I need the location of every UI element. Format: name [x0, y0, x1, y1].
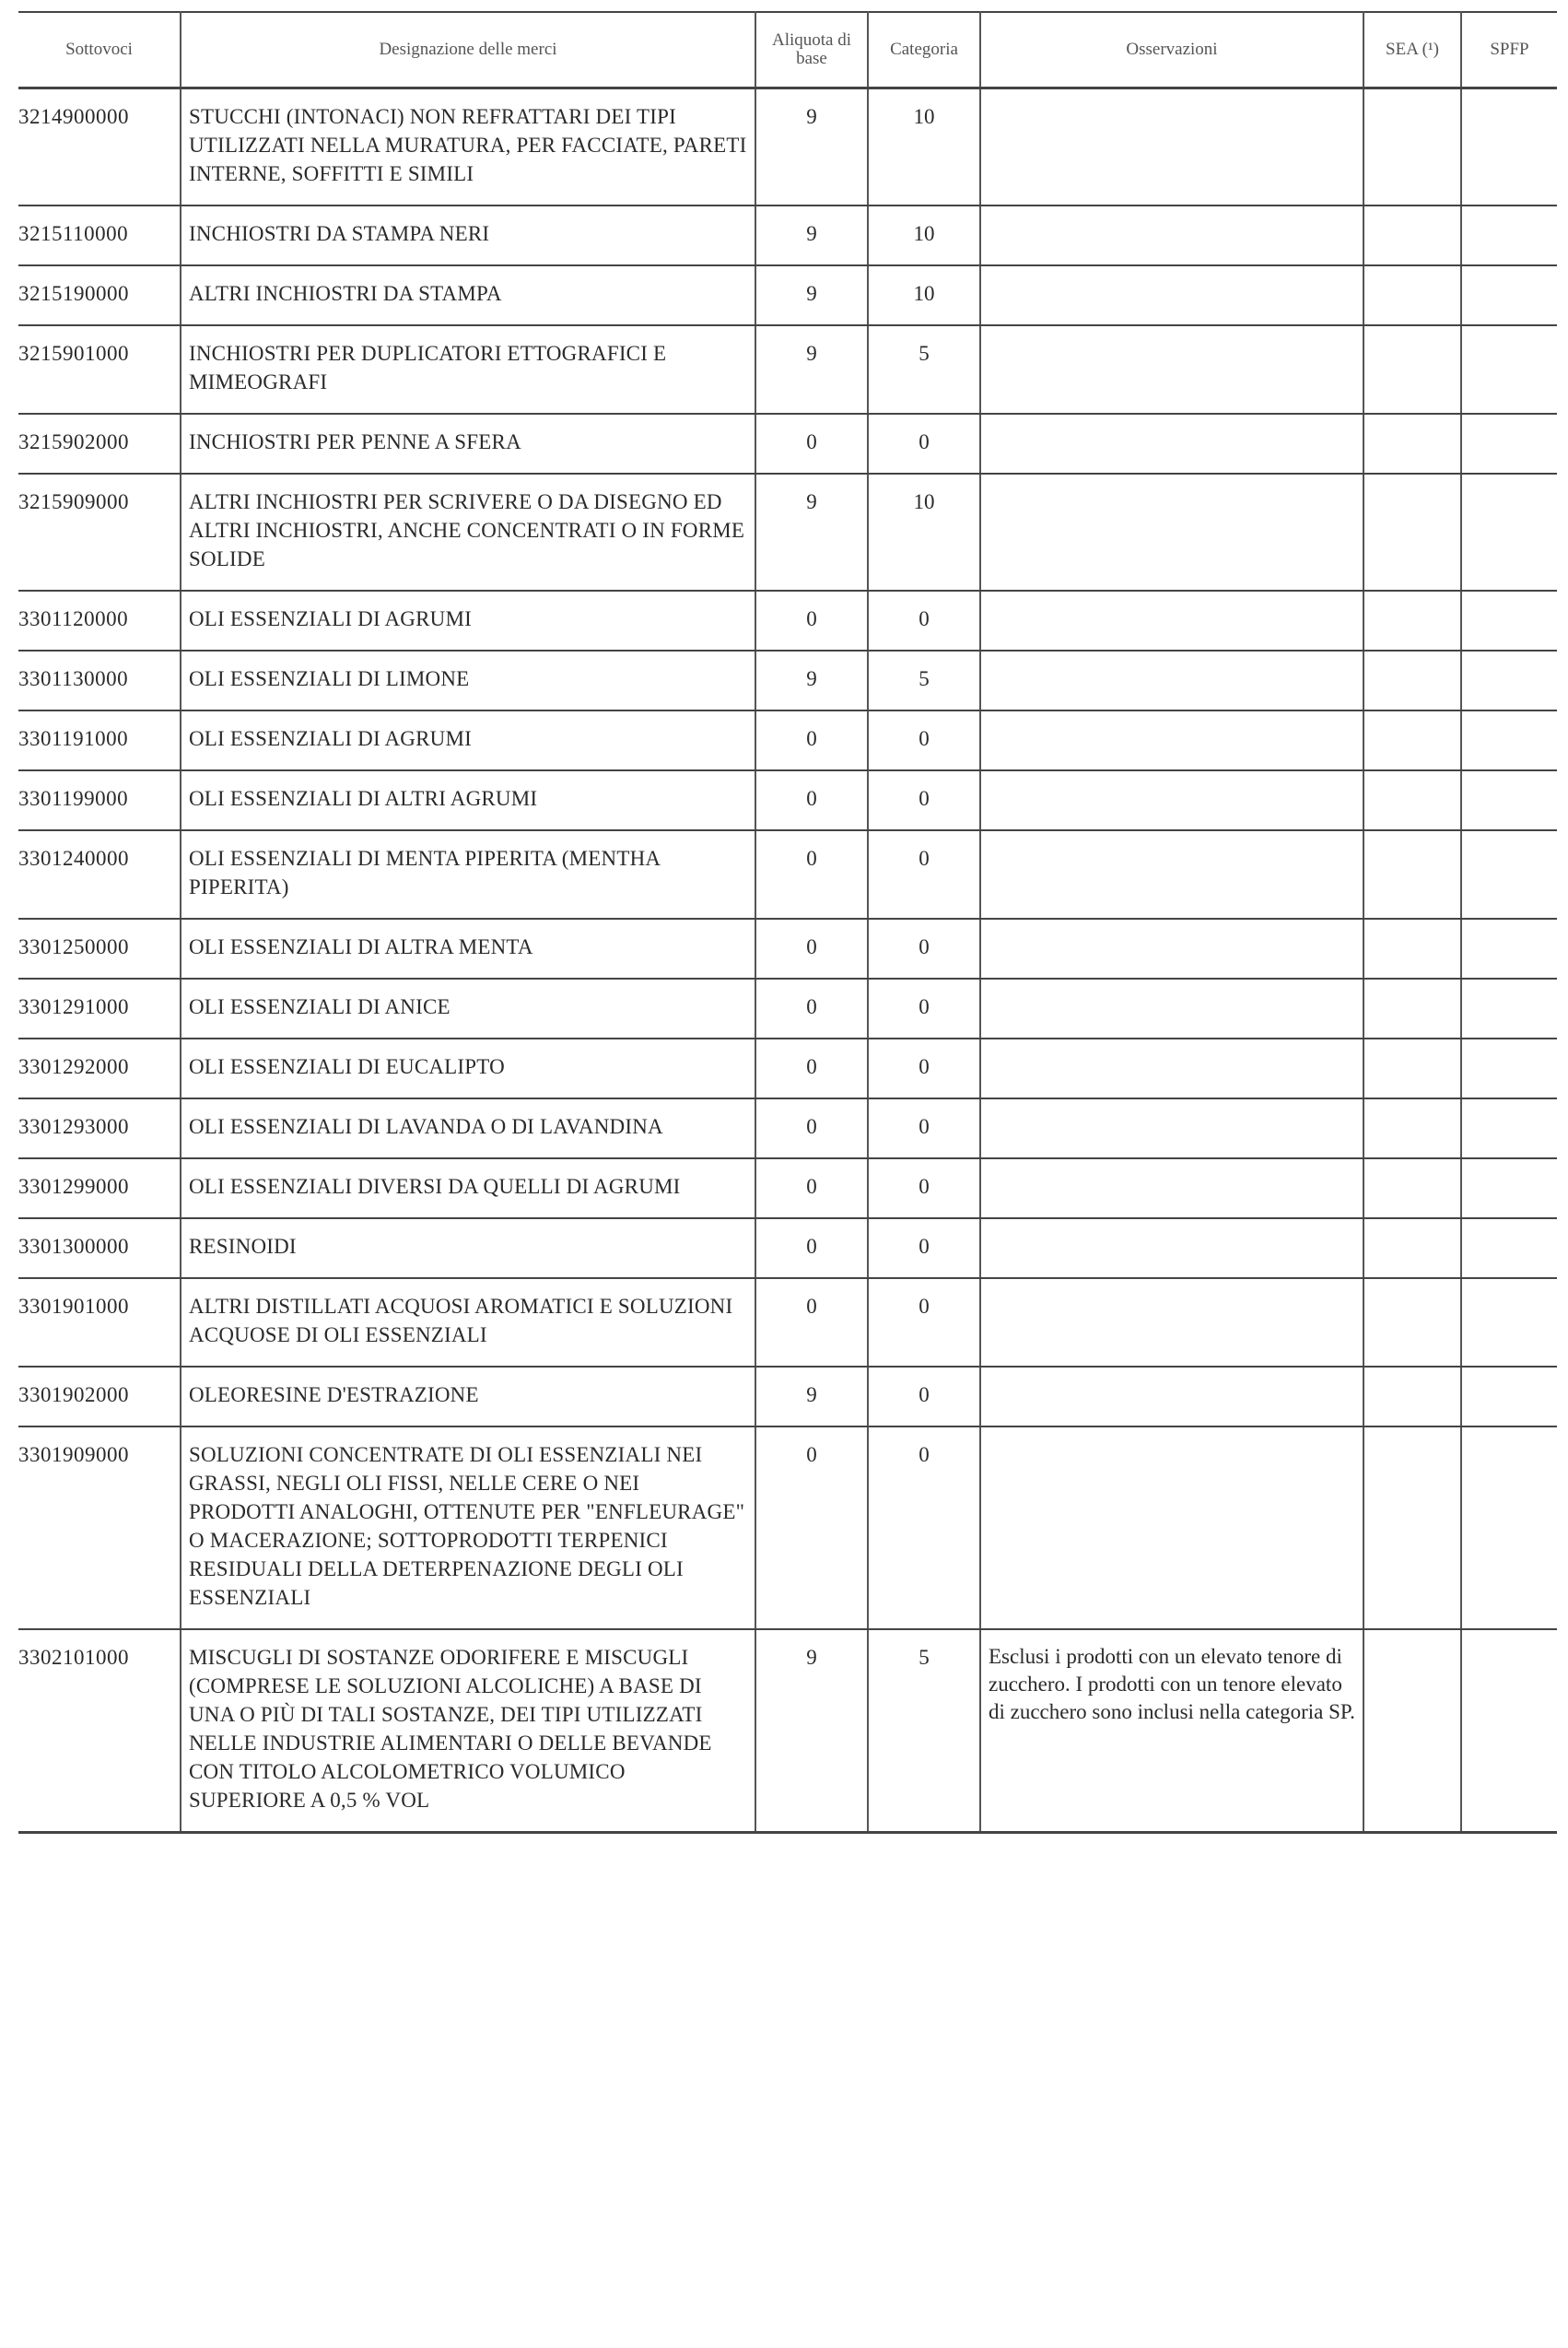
row-category: 0 [868, 830, 980, 919]
row-category: 0 [868, 1098, 980, 1158]
table-row [18, 1426, 1557, 1629]
row-category: 0 [868, 414, 980, 474]
row-remarks [980, 1098, 1363, 1158]
row-rate: 0 [755, 979, 868, 1039]
row-rate: 0 [755, 1098, 868, 1158]
row-sea [1363, 651, 1461, 710]
row-code: 3215901000 [18, 325, 181, 414]
header-description: Designazione delle merci [181, 12, 755, 88]
row-spfp [1461, 325, 1557, 414]
row-rate: 0 [755, 830, 868, 919]
row-description: INCHIOSTRI DA STAMPA NERI [181, 205, 755, 265]
row-rate: 0 [755, 591, 868, 651]
row-spfp [1461, 1098, 1557, 1158]
table-row [18, 919, 1557, 979]
row-spfp [1461, 1039, 1557, 1098]
row-code: 3301199000 [18, 770, 181, 830]
row-remarks: Esclusi i prodotti con un elevato tenore di zucchero. I prodotti con un tenore elevato di zucchero sono inclusi nella categoria SP. [980, 1629, 1363, 1833]
tariff-document [18, 11, 1557, 1834]
row-remarks [980, 710, 1363, 770]
row-rate: 0 [755, 710, 868, 770]
table-row [18, 1629, 1557, 1833]
row-description: INCHIOSTRI PER PENNE A SFERA [181, 414, 755, 474]
table-row [18, 1039, 1557, 1098]
table-row [18, 830, 1557, 919]
row-rate: 0 [755, 1039, 868, 1098]
row-spfp [1461, 830, 1557, 919]
row-spfp [1461, 919, 1557, 979]
row-sea [1363, 1629, 1461, 1833]
row-category: 0 [868, 770, 980, 830]
table-row [18, 88, 1557, 206]
row-category: 0 [868, 1426, 980, 1629]
row-category: 5 [868, 1629, 980, 1833]
row-code: 3301901000 [18, 1278, 181, 1367]
row-code: 3301902000 [18, 1367, 181, 1426]
table-row [18, 651, 1557, 710]
row-sea [1363, 265, 1461, 325]
row-rate: 0 [755, 1426, 868, 1629]
row-category: 0 [868, 1367, 980, 1426]
row-spfp [1461, 1158, 1557, 1218]
row-description: OLI ESSENZIALI DIVERSI DA QUELLI DI AGRUMI [181, 1158, 755, 1218]
row-remarks [980, 919, 1363, 979]
row-rate: 9 [755, 265, 868, 325]
table-row [18, 265, 1557, 325]
header-row [18, 12, 1557, 88]
row-code: 3301120000 [18, 591, 181, 651]
row-code: 3215190000 [18, 265, 181, 325]
header-remarks: Osservazioni [980, 12, 1363, 88]
table-row [18, 414, 1557, 474]
row-category: 0 [868, 1039, 980, 1098]
row-rate: 0 [755, 1218, 868, 1278]
row-description: SOLUZIONI CONCENTRATE DI OLI ESSENZIALI NEI GRASSI, NEGLI OLI FISSI, NELLE CERE O NEI PRODOTTI ANALOGHI, OTTENUTE PER "ENFLEURAGE" O MACERAZIONE; SOTTOPRODOTTI TERPENICI RESIDUALI DELLA DETERPENAZIONE DEGLI OLI ESSENZIALI [181, 1426, 755, 1629]
row-category: 0 [868, 979, 980, 1039]
row-code: 3301250000 [18, 919, 181, 979]
header-spfp: SPFP [1461, 12, 1557, 88]
row-code: 3301299000 [18, 1158, 181, 1218]
tariff-table [18, 11, 1557, 1834]
row-category: 5 [868, 651, 980, 710]
row-remarks [980, 1218, 1363, 1278]
row-remarks [980, 830, 1363, 919]
row-spfp [1461, 414, 1557, 474]
table-row [18, 205, 1557, 265]
row-description: OLI ESSENZIALI DI LAVANDA O DI LAVANDINA [181, 1098, 755, 1158]
row-description: OLI ESSENZIALI DI ALTRA MENTA [181, 919, 755, 979]
row-code: 3302101000 [18, 1629, 181, 1833]
row-spfp [1461, 88, 1557, 206]
row-category: 10 [868, 265, 980, 325]
row-remarks [980, 1039, 1363, 1098]
table-row [18, 1098, 1557, 1158]
row-description: OLI ESSENZIALI DI EUCALIPTO [181, 1039, 755, 1098]
row-spfp [1461, 710, 1557, 770]
header-category: Categoria [868, 12, 980, 88]
row-remarks [980, 979, 1363, 1039]
row-category: 0 [868, 1218, 980, 1278]
row-rate: 0 [755, 414, 868, 474]
row-description: RESINOIDI [181, 1218, 755, 1278]
row-sea [1363, 591, 1461, 651]
row-code: 3215909000 [18, 474, 181, 591]
header-rate: Aliquota di base [755, 12, 868, 88]
table-row [18, 710, 1557, 770]
row-rate: 9 [755, 651, 868, 710]
row-category: 0 [868, 1158, 980, 1218]
row-category: 0 [868, 919, 980, 979]
row-spfp [1461, 474, 1557, 591]
row-remarks [980, 1367, 1363, 1426]
row-sea [1363, 1218, 1461, 1278]
row-code: 3301292000 [18, 1039, 181, 1098]
row-description: OLI ESSENZIALI DI LIMONE [181, 651, 755, 710]
row-rate: 0 [755, 1278, 868, 1367]
row-spfp [1461, 770, 1557, 830]
row-sea [1363, 1367, 1461, 1426]
table-row [18, 979, 1557, 1039]
row-remarks [980, 88, 1363, 206]
row-category: 0 [868, 1278, 980, 1367]
row-remarks [980, 651, 1363, 710]
row-code: 3301293000 [18, 1098, 181, 1158]
table-row [18, 325, 1557, 414]
table-row [18, 1218, 1557, 1278]
row-sea [1363, 88, 1461, 206]
row-rate: 9 [755, 1629, 868, 1833]
row-description: OLI ESSENZIALI DI MENTA PIPERITA (MENTHA PIPERITA) [181, 830, 755, 919]
row-sea [1363, 1426, 1461, 1629]
row-spfp [1461, 265, 1557, 325]
row-sea [1363, 1278, 1461, 1367]
row-sea [1363, 325, 1461, 414]
row-sea [1363, 979, 1461, 1039]
row-sea [1363, 830, 1461, 919]
row-description: MISCUGLI DI SOSTANZE ODORIFERE E MISCUGLI (COMPRESE LE SOLUZIONI ALCOLICHE) A BASE DI UNA O PIÙ DI TALI SOSTANZE, DEI TIPI UTILIZZATI NELLE INDUSTRIE ALIMENTARI O DELLE BEVANDE CON TITOLO ALCOLOMETRICO VOLUMICO SUPERIORE A 0,5 % VOL [181, 1629, 755, 1833]
row-sea [1363, 710, 1461, 770]
row-code: 3301300000 [18, 1218, 181, 1278]
row-code: 3215902000 [18, 414, 181, 474]
row-spfp [1461, 1218, 1557, 1278]
row-remarks [980, 1158, 1363, 1218]
row-description: ALTRI DISTILLATI ACQUOSI AROMATICI E SOLUZIONI ACQUOSE DI OLI ESSENZIALI [181, 1278, 755, 1367]
table-row [18, 474, 1557, 591]
row-spfp [1461, 979, 1557, 1039]
row-sea [1363, 1098, 1461, 1158]
row-description: STUCCHI (INTONACI) NON REFRATTARI DEI TIPI UTILIZZATI NELLA MURATURA, PER FACCIATE, PARETI INTERNE, SOFFITTI E SIMILI [181, 88, 755, 206]
row-rate: 9 [755, 88, 868, 206]
row-remarks [980, 1426, 1363, 1629]
row-code: 3301191000 [18, 710, 181, 770]
row-category: 0 [868, 710, 980, 770]
row-code: 3215110000 [18, 205, 181, 265]
row-code: 3301130000 [18, 651, 181, 710]
row-description: OLI ESSENZIALI DI AGRUMI [181, 591, 755, 651]
table-row [18, 591, 1557, 651]
row-remarks [980, 474, 1363, 591]
row-category: 10 [868, 474, 980, 591]
row-description: OLI ESSENZIALI DI ALTRI AGRUMI [181, 770, 755, 830]
row-rate: 9 [755, 474, 868, 591]
row-spfp [1461, 651, 1557, 710]
row-code: 3214900000 [18, 88, 181, 206]
row-spfp [1461, 1426, 1557, 1629]
row-sea [1363, 414, 1461, 474]
table-row [18, 1158, 1557, 1218]
row-remarks [980, 1278, 1363, 1367]
row-rate: 0 [755, 1158, 868, 1218]
row-description: OLI ESSENZIALI DI AGRUMI [181, 710, 755, 770]
row-rate: 9 [755, 325, 868, 414]
row-sea [1363, 474, 1461, 591]
row-rate: 0 [755, 919, 868, 979]
row-spfp [1461, 591, 1557, 651]
row-remarks [980, 414, 1363, 474]
row-remarks [980, 325, 1363, 414]
row-sea [1363, 205, 1461, 265]
row-code: 3301909000 [18, 1426, 181, 1629]
row-remarks [980, 265, 1363, 325]
row-sea [1363, 1039, 1461, 1098]
row-description: OLEORESINE D'ESTRAZIONE [181, 1367, 755, 1426]
row-rate: 0 [755, 770, 868, 830]
row-spfp [1461, 1367, 1557, 1426]
row-category: 0 [868, 591, 980, 651]
row-code: 3301291000 [18, 979, 181, 1039]
row-spfp [1461, 1278, 1557, 1367]
row-category: 10 [868, 205, 980, 265]
row-sea [1363, 770, 1461, 830]
row-code: 3301240000 [18, 830, 181, 919]
row-description: ALTRI INCHIOSTRI PER SCRIVERE O DA DISEGNO ED ALTRI INCHIOSTRI, ANCHE CONCENTRATI O IN FORME SOLIDE [181, 474, 755, 591]
row-rate: 9 [755, 1367, 868, 1426]
header-sea: SEA (¹) [1363, 12, 1461, 88]
row-remarks [980, 205, 1363, 265]
row-remarks [980, 591, 1363, 651]
row-sea [1363, 919, 1461, 979]
row-spfp [1461, 1629, 1557, 1833]
table-row [18, 1278, 1557, 1367]
row-spfp [1461, 205, 1557, 265]
row-description: ALTRI INCHIOSTRI DA STAMPA [181, 265, 755, 325]
row-category: 10 [868, 88, 980, 206]
row-rate: 9 [755, 205, 868, 265]
row-sea [1363, 1158, 1461, 1218]
row-remarks [980, 770, 1363, 830]
header-code: Sottovoci [18, 12, 181, 88]
table-row [18, 1367, 1557, 1426]
row-description: INCHIOSTRI PER DUPLICATORI ETTOGRAFICI E MIMEOGRAFI [181, 325, 755, 414]
row-category: 5 [868, 325, 980, 414]
row-description: OLI ESSENZIALI DI ANICE [181, 979, 755, 1039]
table-row [18, 770, 1557, 830]
